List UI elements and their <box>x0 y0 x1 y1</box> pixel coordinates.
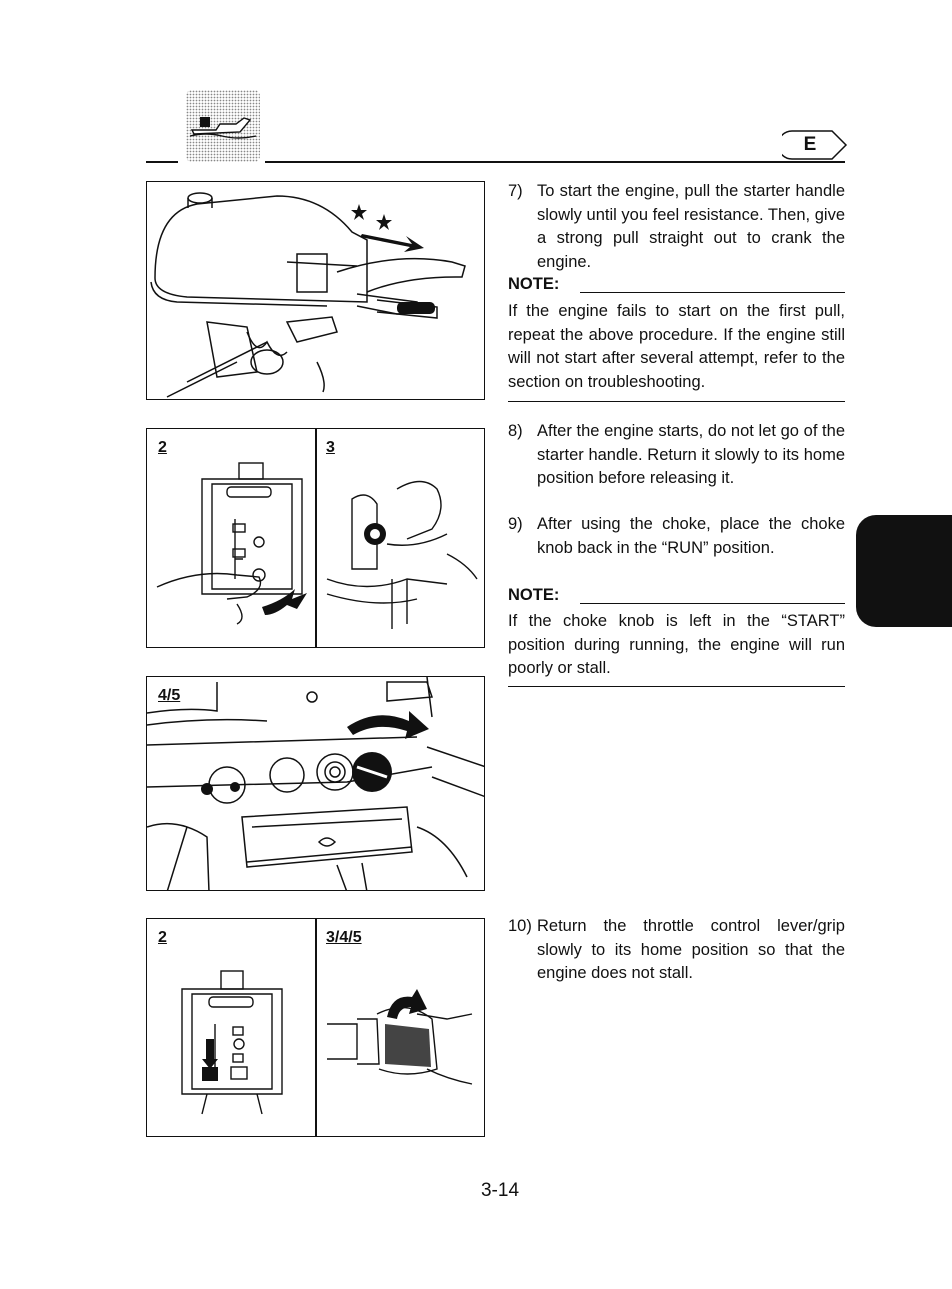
step-text: To start the engine, pull the starter handle slowly until you feel resistance. Then, give a strong pull straight out to crank the engine. <box>537 182 845 271</box>
figure-engine-front <box>146 676 485 891</box>
note-rule <box>580 603 845 604</box>
header-rule-right <box>265 161 845 163</box>
chapter-side-tab <box>856 515 952 627</box>
step-8 <box>508 420 845 491</box>
note-title: NOTE: <box>508 275 560 293</box>
step-number: 9) <box>508 515 523 533</box>
starter-pull-illustration <box>147 182 485 400</box>
throttle-grip-illustration <box>147 919 485 1137</box>
page-number: 3-14 <box>480 1180 520 1201</box>
step-10 <box>508 915 845 986</box>
note-rule <box>508 686 845 687</box>
step-text: Return the throttle control lever/grip slowly to its home position so that the engine does not stall. <box>537 917 845 982</box>
note-rule <box>508 401 845 402</box>
step-number: 8) <box>508 422 523 440</box>
step-number: 7) <box>508 182 523 200</box>
panel-label: 3/4/5 <box>326 929 362 946</box>
step-text: After using the choke, place the choke knob back in the “RUN” position. <box>537 515 845 557</box>
boat-icon <box>186 90 260 162</box>
step-text: After the engine starts, do not let go of the starter handle. Return it slowly to its home position before releasing it. <box>537 422 845 487</box>
panel-label: 2 <box>158 929 167 946</box>
note-text: If the choke knob is left in the “START” position during running, the engine will run poorly or stall. <box>508 612 845 677</box>
panel-label: 4/5 <box>158 687 181 704</box>
note-rule <box>580 292 845 293</box>
panel-label: 3 <box>326 439 335 456</box>
engine-front-illustration <box>147 677 485 891</box>
figure-throttle-panels <box>146 918 485 1137</box>
panel-label: 2 <box>158 439 167 456</box>
step-7 <box>508 180 845 274</box>
step-9 <box>508 513 845 560</box>
step-number: 10) <box>508 917 532 935</box>
language-badge <box>782 130 848 160</box>
figure-choke-panels <box>146 428 485 648</box>
note-title: NOTE: <box>508 586 560 604</box>
figure-starter-pull <box>146 181 485 400</box>
language-badge-label: E <box>803 134 817 155</box>
header-rule-left <box>146 161 178 163</box>
note-text: If the engine fails to start on the first pull, repeat the above procedure. If the engine still will not start after several attempt, refer to the section on troubleshooting. <box>508 302 845 391</box>
choke-panel-illustration <box>147 429 485 648</box>
